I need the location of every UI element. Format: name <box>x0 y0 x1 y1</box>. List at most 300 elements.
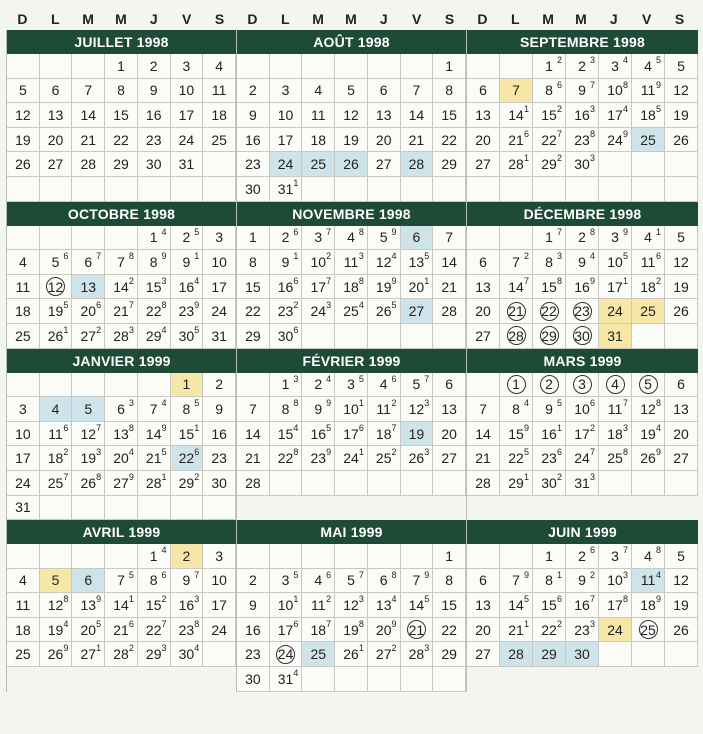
day-cell[interactable] <box>533 373 566 398</box>
day-cell[interactable] <box>72 569 105 594</box>
day-cell[interactable] <box>665 544 698 569</box>
day-cell[interactable] <box>665 103 698 128</box>
day-cell[interactable] <box>401 642 434 667</box>
day-cell[interactable] <box>335 226 368 251</box>
day-cell[interactable] <box>566 397 599 422</box>
day-cell[interactable] <box>566 471 599 496</box>
day-cell[interactable] <box>566 275 599 300</box>
day-cell[interactable] <box>138 397 171 422</box>
day-cell[interactable] <box>566 593 599 618</box>
day-cell[interactable] <box>599 299 632 324</box>
day-cell[interactable] <box>171 446 204 471</box>
day-cell[interactable] <box>368 618 401 643</box>
day-cell[interactable] <box>138 471 171 496</box>
day-cell[interactable] <box>105 397 138 422</box>
day-cell[interactable] <box>401 593 434 618</box>
day-cell[interactable] <box>401 299 434 324</box>
day-cell[interactable] <box>599 569 632 594</box>
day-cell[interactable] <box>401 275 434 300</box>
day-cell[interactable] <box>138 79 171 104</box>
day-cell[interactable] <box>138 299 171 324</box>
day-cell[interactable] <box>302 618 335 643</box>
day-cell[interactable] <box>500 299 533 324</box>
day-cell[interactable] <box>171 79 204 104</box>
day-cell[interactable] <box>467 593 500 618</box>
day-cell[interactable] <box>368 373 401 398</box>
day-cell[interactable] <box>237 667 270 692</box>
day-cell[interactable] <box>171 544 204 569</box>
day-cell[interactable] <box>368 152 401 177</box>
day-cell[interactable] <box>7 397 40 422</box>
day-cell[interactable] <box>171 422 204 447</box>
day-cell[interactable] <box>72 642 105 667</box>
day-cell[interactable] <box>7 275 40 300</box>
day-cell[interactable] <box>7 642 40 667</box>
day-cell[interactable] <box>105 593 138 618</box>
day-cell[interactable] <box>138 275 171 300</box>
day-cell[interactable] <box>270 397 303 422</box>
day-cell[interactable] <box>302 642 335 667</box>
day-cell[interactable] <box>632 446 665 471</box>
day-cell[interactable] <box>533 226 566 251</box>
day-cell[interactable] <box>40 299 73 324</box>
day-cell[interactable] <box>138 128 171 153</box>
day-cell[interactable] <box>105 642 138 667</box>
day-cell[interactable] <box>566 642 599 667</box>
day-cell[interactable] <box>533 569 566 594</box>
day-cell[interactable] <box>599 544 632 569</box>
day-cell[interactable] <box>335 593 368 618</box>
day-cell[interactable] <box>203 422 236 447</box>
day-cell[interactable] <box>401 446 434 471</box>
day-cell[interactable] <box>566 54 599 79</box>
day-cell[interactable] <box>203 324 236 349</box>
day-cell[interactable] <box>40 397 73 422</box>
day-cell[interactable] <box>665 79 698 104</box>
day-cell[interactable] <box>171 250 204 275</box>
day-cell[interactable] <box>467 397 500 422</box>
day-cell[interactable] <box>7 250 40 275</box>
day-cell[interactable] <box>302 152 335 177</box>
day-cell[interactable] <box>171 471 204 496</box>
day-cell[interactable] <box>105 299 138 324</box>
day-cell[interactable] <box>500 324 533 349</box>
day-cell[interactable] <box>665 128 698 153</box>
day-cell[interactable] <box>72 128 105 153</box>
day-cell[interactable] <box>632 569 665 594</box>
day-cell[interactable] <box>40 250 73 275</box>
day-cell[interactable] <box>237 569 270 594</box>
day-cell[interactable] <box>203 471 236 496</box>
day-cell[interactable] <box>40 103 73 128</box>
day-cell[interactable] <box>72 299 105 324</box>
day-cell[interactable] <box>665 226 698 251</box>
day-cell[interactable] <box>433 373 466 398</box>
day-cell[interactable] <box>105 152 138 177</box>
day-cell[interactable] <box>270 642 303 667</box>
day-cell[interactable] <box>632 275 665 300</box>
day-cell[interactable] <box>105 275 138 300</box>
day-cell[interactable] <box>566 128 599 153</box>
day-cell[interactable] <box>335 446 368 471</box>
day-cell[interactable] <box>72 446 105 471</box>
day-cell[interactable] <box>237 642 270 667</box>
day-cell[interactable] <box>40 569 73 594</box>
day-cell[interactable] <box>599 103 632 128</box>
day-cell[interactable] <box>533 275 566 300</box>
day-cell[interactable] <box>566 373 599 398</box>
day-cell[interactable] <box>171 569 204 594</box>
day-cell[interactable] <box>270 275 303 300</box>
day-cell[interactable] <box>171 299 204 324</box>
day-cell[interactable] <box>270 103 303 128</box>
day-cell[interactable] <box>72 250 105 275</box>
day-cell[interactable] <box>7 299 40 324</box>
day-cell[interactable] <box>171 103 204 128</box>
day-cell[interactable] <box>203 79 236 104</box>
day-cell[interactable] <box>599 446 632 471</box>
day-cell[interactable] <box>270 593 303 618</box>
day-cell[interactable] <box>237 152 270 177</box>
day-cell[interactable] <box>467 79 500 104</box>
day-cell[interactable] <box>171 642 204 667</box>
day-cell[interactable] <box>138 642 171 667</box>
day-cell[interactable] <box>368 79 401 104</box>
day-cell[interactable] <box>171 618 204 643</box>
day-cell[interactable] <box>467 618 500 643</box>
day-cell[interactable] <box>665 250 698 275</box>
day-cell[interactable] <box>105 79 138 104</box>
day-cell[interactable] <box>500 275 533 300</box>
day-cell[interactable] <box>105 471 138 496</box>
day-cell[interactable] <box>368 226 401 251</box>
day-cell[interactable] <box>632 54 665 79</box>
day-cell[interactable] <box>72 422 105 447</box>
day-cell[interactable] <box>171 373 204 398</box>
day-cell[interactable] <box>665 618 698 643</box>
day-cell[interactable] <box>302 373 335 398</box>
day-cell[interactable] <box>72 152 105 177</box>
day-cell[interactable] <box>7 593 40 618</box>
day-cell[interactable] <box>138 618 171 643</box>
day-cell[interactable] <box>566 79 599 104</box>
day-cell[interactable] <box>433 544 466 569</box>
day-cell[interactable] <box>533 79 566 104</box>
day-cell[interactable] <box>105 446 138 471</box>
day-cell[interactable] <box>270 446 303 471</box>
day-cell[interactable] <box>203 226 236 251</box>
day-cell[interactable] <box>433 642 466 667</box>
day-cell[interactable] <box>566 299 599 324</box>
day-cell[interactable] <box>171 324 204 349</box>
day-cell[interactable] <box>566 250 599 275</box>
day-cell[interactable] <box>533 324 566 349</box>
day-cell[interactable] <box>40 152 73 177</box>
day-cell[interactable] <box>105 54 138 79</box>
day-cell[interactable] <box>500 593 533 618</box>
day-cell[interactable] <box>203 103 236 128</box>
day-cell[interactable] <box>401 618 434 643</box>
day-cell[interactable] <box>368 275 401 300</box>
day-cell[interactable] <box>40 642 73 667</box>
day-cell[interactable] <box>203 299 236 324</box>
day-cell[interactable] <box>533 593 566 618</box>
day-cell[interactable] <box>7 446 40 471</box>
day-cell[interactable] <box>467 471 500 496</box>
day-cell[interactable] <box>533 152 566 177</box>
day-cell[interactable] <box>138 544 171 569</box>
day-cell[interactable] <box>270 618 303 643</box>
day-cell[interactable] <box>302 422 335 447</box>
day-cell[interactable] <box>40 618 73 643</box>
day-cell[interactable] <box>632 618 665 643</box>
day-cell[interactable] <box>7 324 40 349</box>
day-cell[interactable] <box>632 128 665 153</box>
day-cell[interactable] <box>433 618 466 643</box>
day-cell[interactable] <box>467 642 500 667</box>
day-cell[interactable] <box>368 593 401 618</box>
day-cell[interactable] <box>40 79 73 104</box>
day-cell[interactable] <box>270 324 303 349</box>
day-cell[interactable] <box>368 299 401 324</box>
day-cell[interactable] <box>467 569 500 594</box>
day-cell[interactable] <box>433 569 466 594</box>
day-cell[interactable] <box>566 446 599 471</box>
day-cell[interactable] <box>467 446 500 471</box>
day-cell[interactable] <box>105 618 138 643</box>
day-cell[interactable] <box>335 422 368 447</box>
day-cell[interactable] <box>270 152 303 177</box>
day-cell[interactable] <box>203 397 236 422</box>
day-cell[interactable] <box>138 103 171 128</box>
day-cell[interactable] <box>40 446 73 471</box>
day-cell[interactable] <box>270 569 303 594</box>
day-cell[interactable] <box>433 593 466 618</box>
day-cell[interactable] <box>368 397 401 422</box>
day-cell[interactable] <box>7 618 40 643</box>
day-cell[interactable] <box>401 397 434 422</box>
day-cell[interactable] <box>203 128 236 153</box>
day-cell[interactable] <box>467 422 500 447</box>
day-cell[interactable] <box>533 250 566 275</box>
day-cell[interactable] <box>40 422 73 447</box>
day-cell[interactable] <box>105 324 138 349</box>
day-cell[interactable] <box>665 275 698 300</box>
day-cell[interactable] <box>533 471 566 496</box>
day-cell[interactable] <box>40 275 73 300</box>
day-cell[interactable] <box>335 642 368 667</box>
day-cell[interactable] <box>599 275 632 300</box>
day-cell[interactable] <box>335 618 368 643</box>
day-cell[interactable] <box>270 373 303 398</box>
day-cell[interactable] <box>533 54 566 79</box>
day-cell[interactable] <box>270 226 303 251</box>
day-cell[interactable] <box>7 471 40 496</box>
day-cell[interactable] <box>138 422 171 447</box>
day-cell[interactable] <box>270 299 303 324</box>
day-cell[interactable] <box>566 152 599 177</box>
day-cell[interactable] <box>632 544 665 569</box>
day-cell[interactable] <box>566 324 599 349</box>
day-cell[interactable] <box>203 593 236 618</box>
day-cell[interactable] <box>500 422 533 447</box>
day-cell[interactable] <box>500 642 533 667</box>
day-cell[interactable] <box>203 446 236 471</box>
day-cell[interactable] <box>368 422 401 447</box>
day-cell[interactable] <box>599 324 632 349</box>
day-cell[interactable] <box>203 618 236 643</box>
day-cell[interactable] <box>302 569 335 594</box>
day-cell[interactable] <box>138 569 171 594</box>
day-cell[interactable] <box>566 103 599 128</box>
day-cell[interactable] <box>270 128 303 153</box>
day-cell[interactable] <box>401 373 434 398</box>
day-cell[interactable] <box>533 642 566 667</box>
day-cell[interactable] <box>7 422 40 447</box>
day-cell[interactable] <box>632 422 665 447</box>
day-cell[interactable] <box>401 152 434 177</box>
day-cell[interactable] <box>566 569 599 594</box>
day-cell[interactable] <box>237 593 270 618</box>
day-cell[interactable] <box>467 250 500 275</box>
day-cell[interactable] <box>7 128 40 153</box>
day-cell[interactable] <box>105 128 138 153</box>
day-cell[interactable] <box>171 397 204 422</box>
day-cell[interactable] <box>368 103 401 128</box>
day-cell[interactable] <box>401 250 434 275</box>
day-cell[interactable] <box>270 250 303 275</box>
day-cell[interactable] <box>632 79 665 104</box>
day-cell[interactable] <box>500 152 533 177</box>
day-cell[interactable] <box>632 250 665 275</box>
day-cell[interactable] <box>138 446 171 471</box>
day-cell[interactable] <box>302 275 335 300</box>
day-cell[interactable] <box>335 103 368 128</box>
day-cell[interactable] <box>599 593 632 618</box>
day-cell[interactable] <box>467 103 500 128</box>
day-cell[interactable] <box>302 593 335 618</box>
day-cell[interactable] <box>72 79 105 104</box>
day-cell[interactable] <box>599 226 632 251</box>
day-cell[interactable] <box>7 152 40 177</box>
day-cell[interactable] <box>302 128 335 153</box>
day-cell[interactable] <box>599 373 632 398</box>
day-cell[interactable] <box>467 128 500 153</box>
day-cell[interactable] <box>433 397 466 422</box>
day-cell[interactable] <box>203 275 236 300</box>
day-cell[interactable] <box>237 275 270 300</box>
day-cell[interactable] <box>72 397 105 422</box>
day-cell[interactable] <box>401 569 434 594</box>
day-cell[interactable] <box>270 667 303 692</box>
day-cell[interactable] <box>566 226 599 251</box>
day-cell[interactable] <box>665 446 698 471</box>
day-cell[interactable] <box>632 103 665 128</box>
day-cell[interactable] <box>500 471 533 496</box>
day-cell[interactable] <box>599 54 632 79</box>
day-cell[interactable] <box>500 79 533 104</box>
day-cell[interactable] <box>237 422 270 447</box>
day-cell[interactable] <box>401 103 434 128</box>
day-cell[interactable] <box>40 593 73 618</box>
day-cell[interactable] <box>237 471 270 496</box>
day-cell[interactable] <box>335 569 368 594</box>
day-cell[interactable] <box>500 103 533 128</box>
day-cell[interactable] <box>138 324 171 349</box>
day-cell[interactable] <box>171 54 204 79</box>
day-cell[interactable] <box>500 569 533 594</box>
day-cell[interactable] <box>138 593 171 618</box>
day-cell[interactable] <box>599 422 632 447</box>
day-cell[interactable] <box>433 422 466 447</box>
day-cell[interactable] <box>237 177 270 202</box>
day-cell[interactable] <box>72 593 105 618</box>
day-cell[interactable] <box>171 226 204 251</box>
day-cell[interactable] <box>40 471 73 496</box>
day-cell[interactable] <box>335 152 368 177</box>
day-cell[interactable] <box>237 397 270 422</box>
day-cell[interactable] <box>171 275 204 300</box>
day-cell[interactable] <box>237 79 270 104</box>
day-cell[interactable] <box>632 397 665 422</box>
day-cell[interactable] <box>566 544 599 569</box>
day-cell[interactable] <box>500 128 533 153</box>
day-cell[interactable] <box>599 128 632 153</box>
day-cell[interactable] <box>203 54 236 79</box>
day-cell[interactable] <box>533 299 566 324</box>
day-cell[interactable] <box>533 397 566 422</box>
day-cell[interactable] <box>433 299 466 324</box>
day-cell[interactable] <box>138 250 171 275</box>
day-cell[interactable] <box>335 128 368 153</box>
day-cell[interactable] <box>500 250 533 275</box>
day-cell[interactable] <box>302 226 335 251</box>
day-cell[interactable] <box>138 226 171 251</box>
day-cell[interactable] <box>270 422 303 447</box>
day-cell[interactable] <box>433 275 466 300</box>
day-cell[interactable] <box>599 397 632 422</box>
day-cell[interactable] <box>368 642 401 667</box>
day-cell[interactable] <box>665 373 698 398</box>
day-cell[interactable] <box>533 544 566 569</box>
day-cell[interactable] <box>665 593 698 618</box>
day-cell[interactable] <box>665 422 698 447</box>
day-cell[interactable] <box>72 471 105 496</box>
day-cell[interactable] <box>665 54 698 79</box>
day-cell[interactable] <box>433 250 466 275</box>
day-cell[interactable] <box>302 299 335 324</box>
day-cell[interactable] <box>335 299 368 324</box>
day-cell[interactable] <box>171 128 204 153</box>
day-cell[interactable] <box>665 397 698 422</box>
day-cell[interactable] <box>599 250 632 275</box>
day-cell[interactable] <box>203 569 236 594</box>
day-cell[interactable] <box>302 397 335 422</box>
day-cell[interactable] <box>237 618 270 643</box>
day-cell[interactable] <box>171 593 204 618</box>
day-cell[interactable] <box>500 397 533 422</box>
day-cell[interactable] <box>566 422 599 447</box>
day-cell[interactable] <box>433 103 466 128</box>
day-cell[interactable] <box>72 324 105 349</box>
day-cell[interactable] <box>533 422 566 447</box>
day-cell[interactable] <box>632 373 665 398</box>
day-cell[interactable] <box>467 275 500 300</box>
day-cell[interactable] <box>40 324 73 349</box>
day-cell[interactable] <box>40 128 73 153</box>
day-cell[interactable] <box>270 177 303 202</box>
day-cell[interactable] <box>368 446 401 471</box>
